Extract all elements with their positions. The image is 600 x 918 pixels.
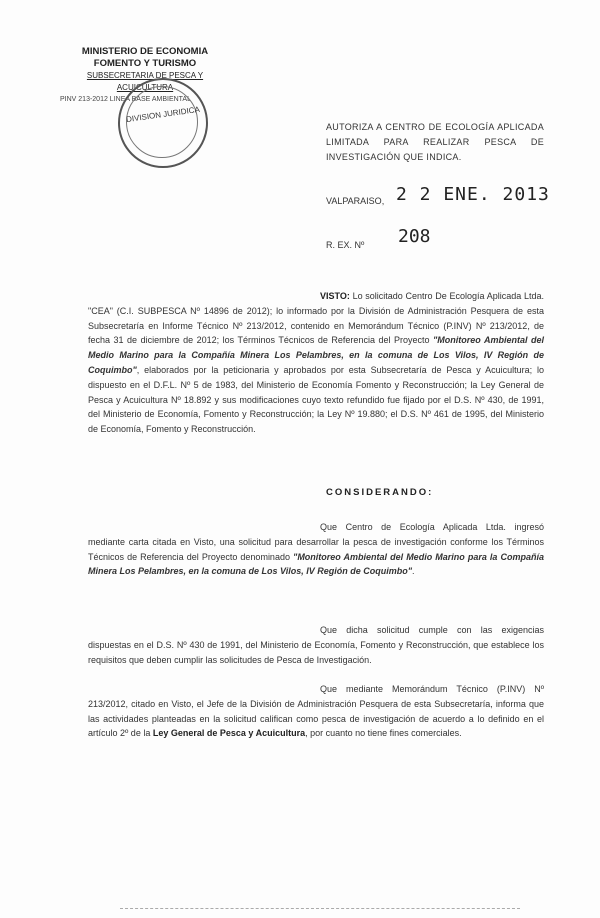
place-label: VALPARAISO, [326,196,385,206]
p1-text: Que Centro de Ecología Aplicada Ltda. ingresó mediante carta citada en Visto, una solicitud para desarrollar la pesca de investigación conforme los Términos Técnicos de Referencia del Proyecto denominado [88,522,544,562]
considerando-paragraph-3 [88,682,544,741]
visto-paragraph [88,289,544,437]
visto-text-2: , elaborados por la peticionaria y aprobados por esta Subsecretaría de Pesca y Acuicultura; lo dispuesto en el D.F.L. Nº 5 de 1983, del Ministerio de Economía Fomento y Reconstrucción; la Ley General de Pesca y Acuicultura Nº 18.892 y sus modificaciones cuyo texto refundido fue fijado por el D.S. Nº 430, de 1991, del Ministerio de Economía, Fomento y Reconstrucción; la Ley Nº 19.880; el D.S. Nº 461 de 1995, del Ministerio de Economía, Fomento y Reconstrucción. [88,364,544,435]
ministry-name-2: FOMENTO Y TURISMO [93,58,197,69]
rex-number: 208 [398,226,431,247]
considerando-paragraph-2 [88,623,544,667]
juridica-stamp [118,78,208,168]
p3-text-1: Que mediante Memorándum Técnico (P.INV) Nº 213/2012, citado en Visto, el Jefe de la División de Administración Pesquera de esta Subsecretaría, informa que las actividades planteadas en la solicitud califican como pesca de investigación de acuerdo a lo definido en el artículo 2º de la [88,684,544,739]
date-stamp: 2 2 ENE. 2013 [396,184,550,205]
considerando-paragraph-1 [88,520,544,579]
visto-label: VISTO: [320,291,350,301]
p1-project-title: "Monitoreo Ambiental del Medio Marino para la Compañía Minera Los Pelambres, en la comuna de Los Vilos, IV Región de Coquimbo" [88,551,544,577]
rex-label: R. EX. Nº [326,240,365,250]
undersecretariat-name: SUBSECRETARIA DE PESCA Y ACUICULTURA [86,71,204,92]
ministry-name: MINISTERIO DE ECONOMIA [81,46,209,57]
resolution-topic: AUTORIZA A CENTRO DE ECOLOGÍA APLICADA LIMITADA PARA REALIZAR PESCA DE INVESTIGACIÓN QUE INDICA. [326,122,544,162]
p1-end: . [412,566,415,577]
visto-project-title: "Monitoreo Ambiental del Medio Marino para la Compañía Minera Los Pelambres, en la comuna de Los Vilos, IV Región de Coquimbo" [88,335,544,375]
considerando-heading: CONSIDERANDO: [326,487,434,498]
reference-code: PINV 213-2012 LINEA BASE AMBIENTAL [60,96,191,103]
visto-text-1: Lo solicitado Centro De Ecología Aplicada Ltda. "CEA" (C.I. SUBPESCA Nº 14896 de 2012); lo informado por la División de Administración Pesquera de esta Subsecretaría en Informe Técnico Nº 213/2012, contenido en Memorándum Técnico (P.INV) Nº 213/2012, de fecha 31 de diciembre de 2012; los Términos Técnicos de Referencia del Proyecto [88,291,544,346]
p2-text: Que dicha solicitud cumple con las exigencias dispuestas en el D.S. Nº 430 de 1991, del Ministerio de Economía, Fomento y Reconstrucción, que establece los requisitos que deben cumplir las solicitudes de Pesca de Investigación. [88,625,544,665]
p3-text-2: , por cuanto no tiene fines comerciales. [305,728,462,739]
footer-rule [120,908,520,910]
p3-law-name: Ley General de Pesca y Acuicultura [152,728,306,739]
stamp-text: DIVISION JURIDICA [125,104,201,125]
